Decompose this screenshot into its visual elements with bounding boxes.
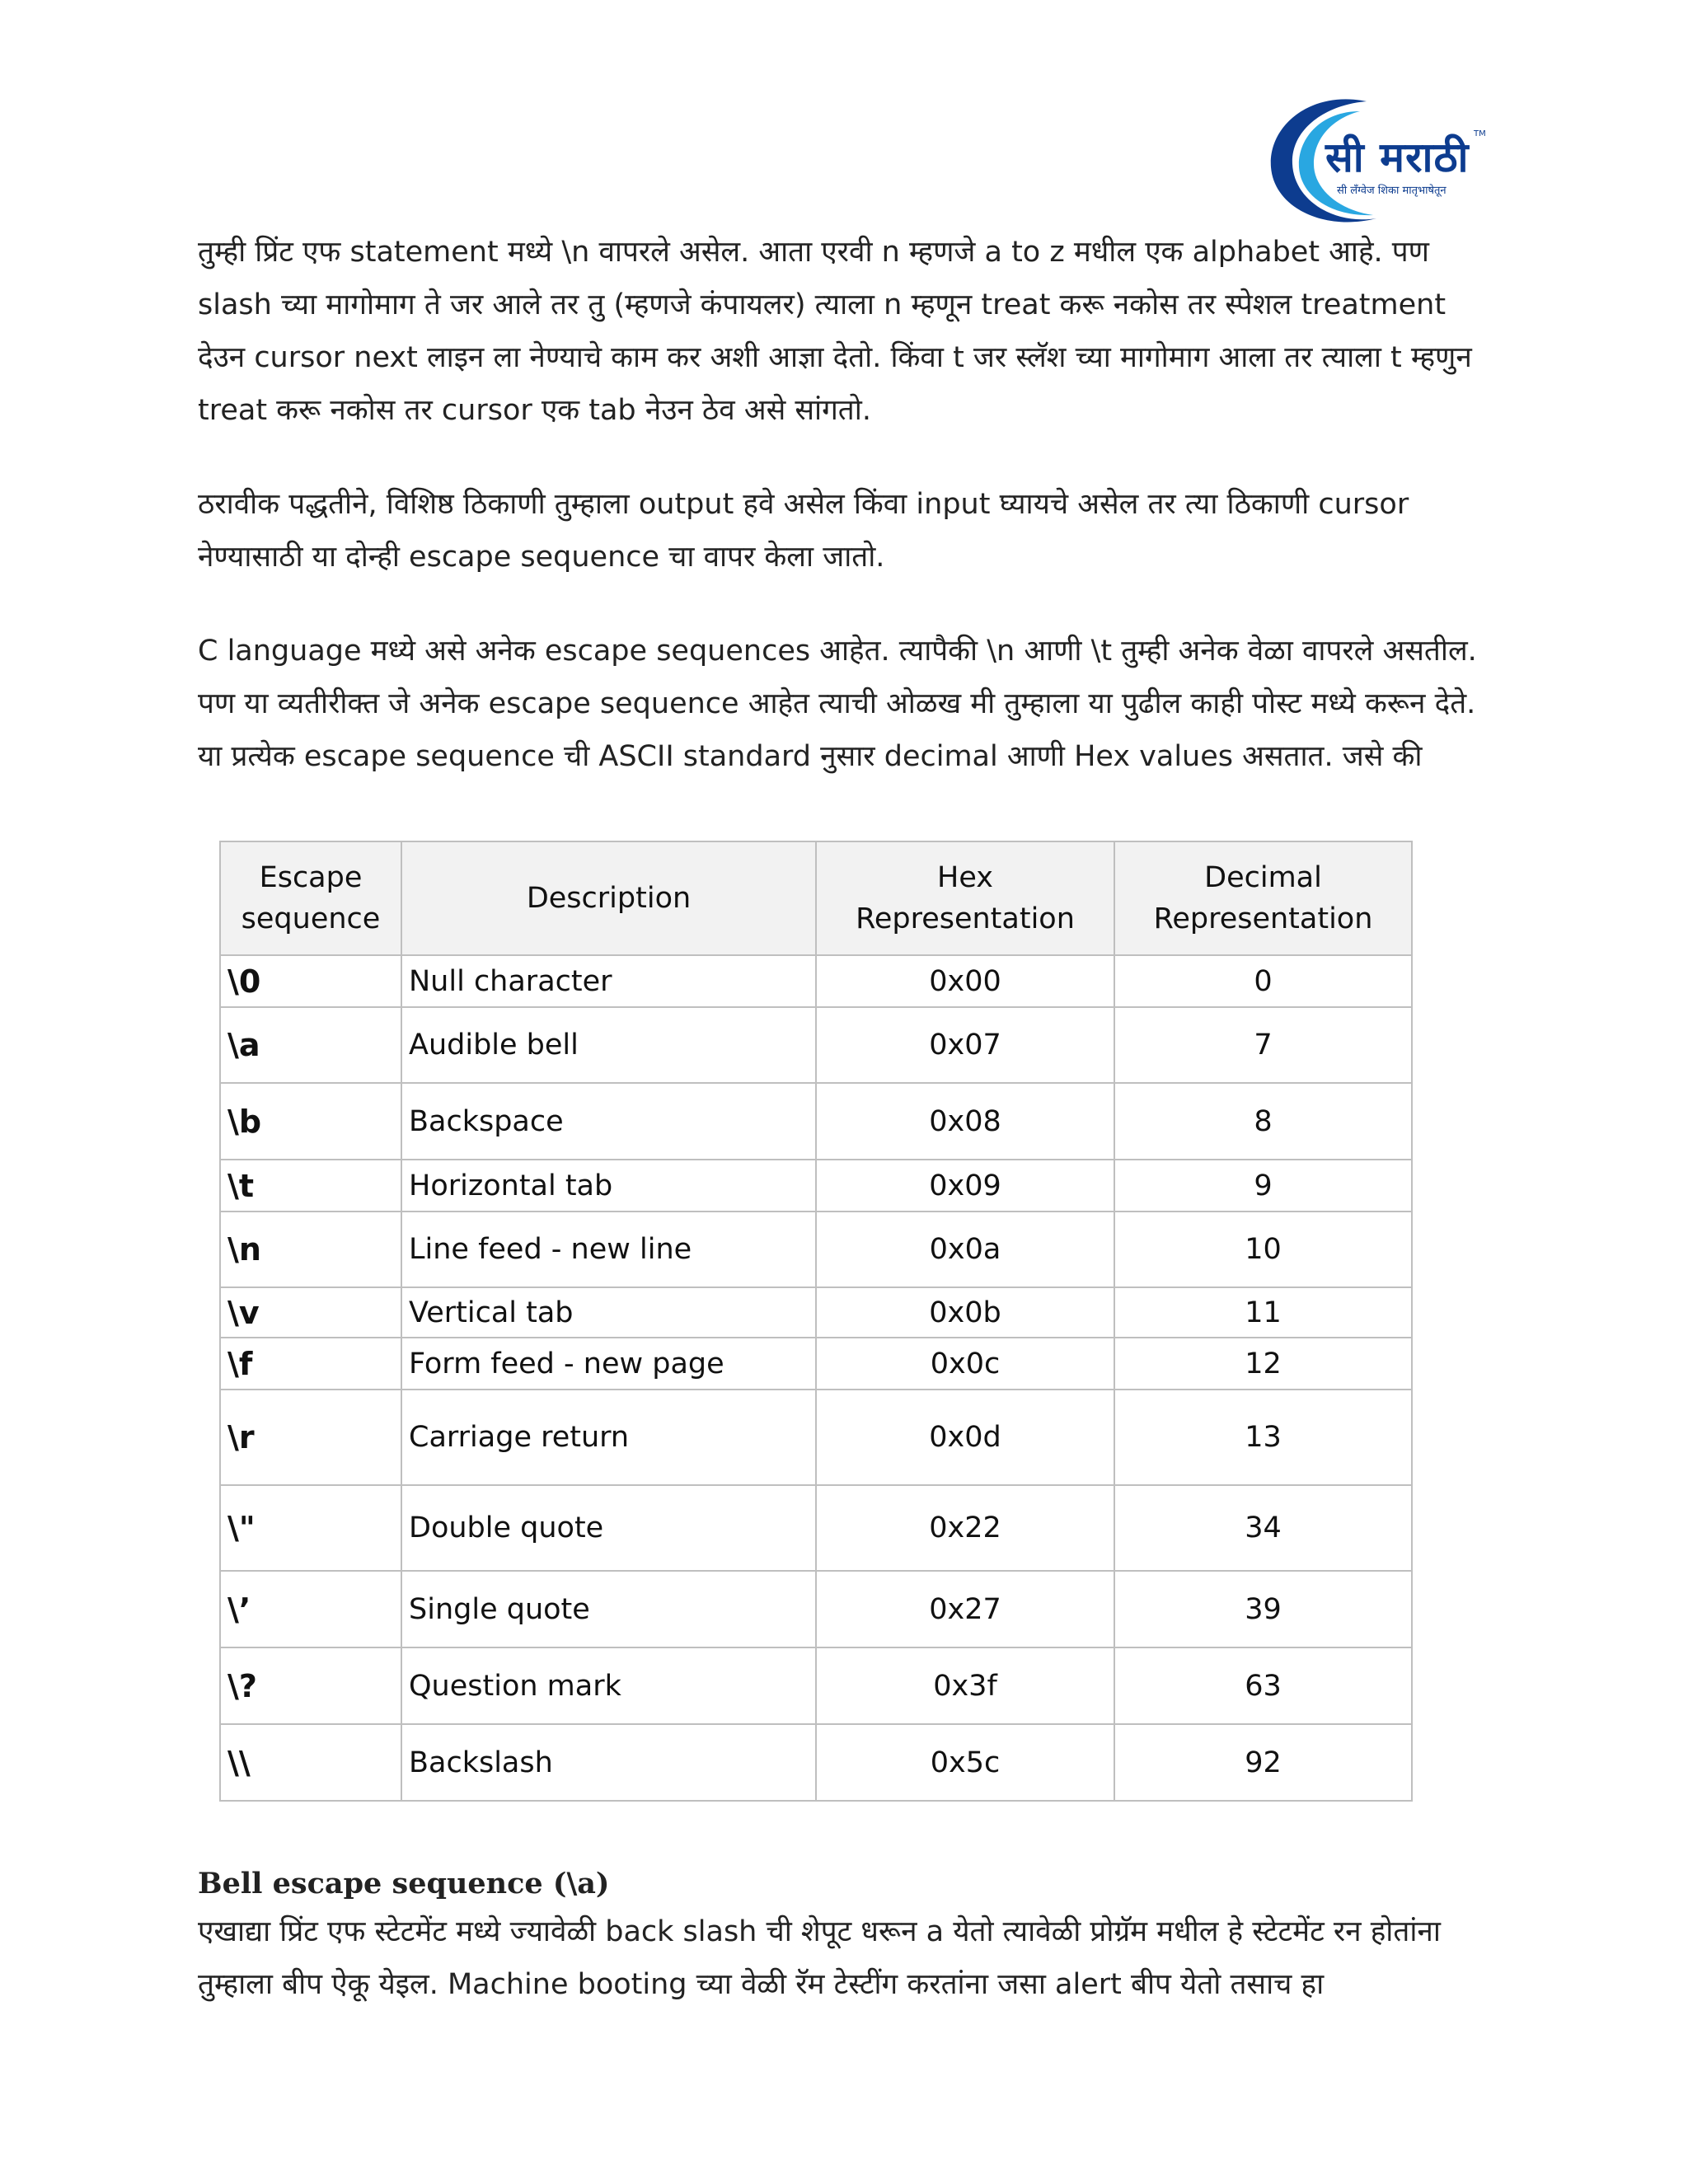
table-row	[220, 955, 1412, 1007]
cell-escape: \f	[220, 1338, 401, 1390]
cell-escape: \\	[220, 1724, 401, 1801]
table-row	[220, 1724, 1412, 1801]
cell-decimal: 92	[1114, 1724, 1412, 1801]
cell-escape: \n	[220, 1212, 401, 1287]
cell-escape: \"	[220, 1485, 401, 1571]
cell-description: Single quote	[401, 1571, 816, 1647]
escape-sequence-table	[219, 841, 1413, 1802]
cell-escape: \?	[220, 1647, 401, 1724]
cell-decimal: 12	[1114, 1338, 1412, 1390]
cell-description: Carriage return	[401, 1390, 816, 1485]
cell-description: Null character	[401, 955, 816, 1007]
logo-tagline: सी लँग्वेज शिका मातृभाषेतून	[1337, 185, 1447, 197]
cell-escape: \r	[220, 1390, 401, 1485]
cell-description: Form feed - new page	[401, 1338, 816, 1390]
cell-decimal: 11	[1114, 1287, 1412, 1338]
cell-decimal: 8	[1114, 1083, 1412, 1160]
cell-description: Backslash	[401, 1724, 816, 1801]
paragraph-cursor-usage: ठरावीक पद्धतीने, विशिष्ठ ठिकाणी तुम्हाला output हवे असेल किंवा input घ्यायचे असेल तर त्या ठिकाणी cursor नेण्यासाठी या दोन्ही escape sequence चा वापर केला जातो.	[198, 488, 1409, 574]
cell-decimal: 13	[1114, 1390, 1412, 1485]
cell-decimal: 10	[1114, 1212, 1412, 1287]
cell-decimal: 63	[1114, 1647, 1412, 1724]
cell-escape: \a	[220, 1007, 401, 1083]
brand-logo	[1261, 95, 1492, 227]
cell-hex: 0x08	[816, 1083, 1114, 1160]
header-hex: Hex Representation	[816, 841, 1114, 955]
cell-description: Audible bell	[401, 1007, 816, 1083]
cell-escape: \b	[220, 1083, 401, 1160]
section-heading-bell: Bell escape sequence (\a)	[198, 1867, 610, 1900]
header-escape-sequence: Escape sequence	[220, 841, 401, 955]
logo-name: सी मराठी	[1325, 134, 1470, 181]
table-row	[220, 1647, 1412, 1724]
table-row	[220, 1571, 1412, 1647]
cell-escape: \t	[220, 1160, 401, 1212]
cell-hex: 0x0b	[816, 1287, 1114, 1338]
table-header-row	[220, 841, 1412, 955]
table-row	[220, 1287, 1412, 1338]
cell-description: Backspace	[401, 1083, 816, 1160]
cell-hex: 0x0d	[816, 1390, 1114, 1485]
header-description: Description	[401, 841, 816, 955]
paragraph-bell-description: एखाद्या प्रिंट एफ स्टेटमेंट मध्ये ज्यावेळी back slash ची शेपूट धरून a येतो त्यावेळी प्रोग्रॅम मधील हे स्टेटमेंट रन होतांना तुम्हाला बीप ऐकू येइल. Machine booting च्या वेळी रॅम टेस्टींग करतांना जसा alert बीप येतो तसाच हा	[198, 1915, 1441, 2001]
cell-hex: 0x0a	[816, 1212, 1114, 1287]
cell-hex: 0x0c	[816, 1338, 1114, 1390]
cell-escape: \’	[220, 1571, 401, 1647]
paragraph-intro: तुम्ही प्रिंट एफ statement मध्ये \n वापरले असेल. आता एरवी n म्हणजे a to z मधील एक alphabet आहे. पण slash च्या मागोमाग ते जर आले तर तु (म्हणजे कंपायलर) त्याला n म्हणून treat करू नकोस तर स्पेशल treatment देउन cursor next लाइन ला नेण्याचे काम कर अशी आज्ञा देतो. किंवा t जर स्लॅश च्या मागोमाग आला तर त्याला t म्हणुन treat करू नकोस तर cursor एक tab नेउन ठेव असे सांगतो.	[198, 236, 1472, 427]
table-row	[220, 1338, 1412, 1390]
cell-hex: 0x5c	[816, 1724, 1114, 1801]
cell-decimal: 9	[1114, 1160, 1412, 1212]
cell-description: Double quote	[401, 1485, 816, 1571]
table-row	[220, 1083, 1412, 1160]
cell-description: Question mark	[401, 1647, 816, 1724]
table-row	[220, 1212, 1412, 1287]
cell-hex: 0x07	[816, 1007, 1114, 1083]
cell-decimal: 7	[1114, 1007, 1412, 1083]
cell-hex: 0x22	[816, 1485, 1114, 1571]
cell-hex: 0x09	[816, 1160, 1114, 1212]
cell-description: Line feed - new line	[401, 1212, 816, 1287]
cell-decimal: 34	[1114, 1485, 1412, 1571]
table-row	[220, 1007, 1412, 1083]
header-decimal: Decimal Representation	[1114, 841, 1412, 955]
cell-escape: \0	[220, 955, 401, 1007]
cell-escape: \v	[220, 1287, 401, 1338]
table-row	[220, 1390, 1412, 1485]
cell-hex: 0x3f	[816, 1647, 1114, 1724]
cell-decimal: 39	[1114, 1571, 1412, 1647]
table-row	[220, 1485, 1412, 1571]
cell-description: Horizontal tab	[401, 1160, 816, 1212]
cell-description: Vertical tab	[401, 1287, 816, 1338]
cell-hex: 0x00	[816, 955, 1114, 1007]
logo-trademark: TM	[1474, 129, 1486, 138]
table-row	[220, 1160, 1412, 1212]
paragraph-escape-list-intro: C language मध्ये असे अनेक escape sequences आहेत. त्यापैकी \n आणी \t तुम्ही अनेक वेळा वापरले असतील. पण या व्यतीरीक्त जे अनेक escape sequence आहेत त्याची ओळख मी तुम्हाला या पुढील काही पोस्ट मध्ये करून देते. या प्रत्येक escape sequence ची ASCII standard नुसार decimal आणी Hex values असतात. जसे की	[198, 635, 1477, 773]
cell-hex: 0x27	[816, 1571, 1114, 1647]
cell-decimal: 0	[1114, 955, 1412, 1007]
